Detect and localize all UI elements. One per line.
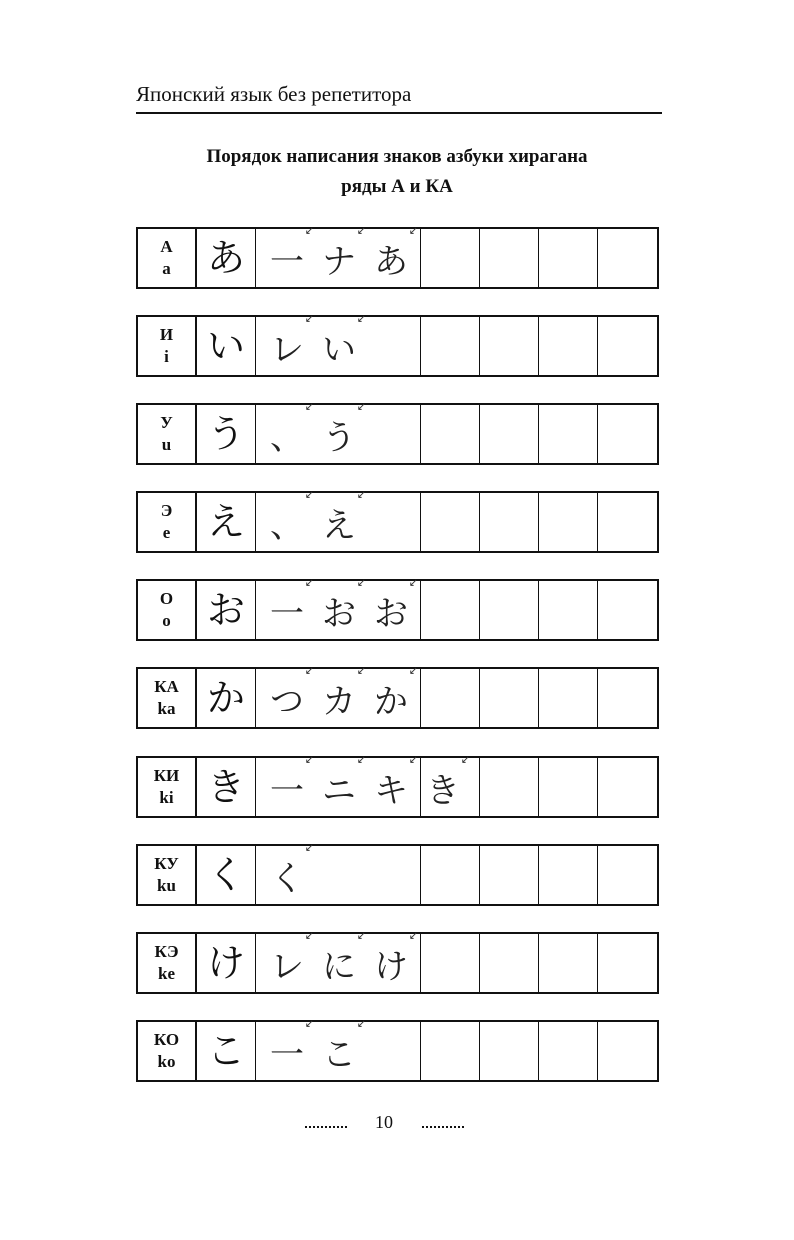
stroke-step-glyph: お [374,593,408,634]
stroke-order-cell [256,840,421,904]
stroke-step [322,1016,366,1076]
stroke-arrow-icon: ↙ [356,928,366,942]
stroke-step-glyph: 一 [270,593,304,634]
footer-dots-left [305,1120,347,1128]
stroke-step [322,487,366,547]
kana-row [136,399,659,465]
stroke-step-glyph: に [322,946,356,987]
kana-row [136,1016,659,1082]
practice-box[interactable] [421,317,480,375]
page-title: Порядок написания знаков азбуки хирагана [206,146,588,167]
stroke-step [322,399,366,459]
stroke-step-glyph: か [374,681,408,722]
latin-reading: u [161,435,172,454]
practice-box[interactable] [480,1022,539,1080]
practice-box[interactable] [598,405,657,463]
cyrillic-reading: У [160,413,173,432]
practice-box[interactable] [598,229,657,287]
cyrillic-reading: Э [160,501,173,520]
stroke-step-glyph: つ [270,681,304,722]
stroke-arrow-icon: ↙ [356,311,366,325]
stroke-step [270,487,314,547]
stroke-step-glyph: 一 [270,1034,304,1075]
stroke-order-cell [256,663,421,727]
kana-glyph: い [197,317,256,375]
practice-box[interactable] [421,846,480,904]
kana-row [136,223,659,289]
practice-box[interactable] [480,581,539,639]
footer-dots-right [422,1120,464,1128]
romanization-cell [138,846,197,904]
latin-reading: e [162,523,171,542]
practice-box[interactable] [480,405,539,463]
page-subtitle: ряды А и КА [341,176,453,197]
stroke-step [270,399,314,459]
practice-box[interactable] [421,405,480,463]
stroke-order-cell [256,311,421,375]
practice-box[interactable] [421,669,480,727]
latin-reading: i [164,347,169,366]
stroke-arrow-icon: ↙ [356,399,366,413]
page-footer [0,1112,768,1133]
romanization-cell [138,934,197,992]
stroke-step-glyph: レ [270,329,304,370]
stroke-step [322,223,366,283]
practice-box[interactable] [421,493,480,551]
kana-glyph: え [197,493,256,551]
stroke-step [322,928,366,988]
practice-box[interactable] [539,229,598,287]
practice-box[interactable] [598,758,657,816]
cyrillic-reading: О [159,589,174,608]
stroke-arrow-icon: ↙ [304,752,314,766]
kana-row [136,840,659,906]
stroke-step-glyph: お [322,593,356,634]
stroke-step [270,311,314,371]
stroke-step-glyph: ナ [322,241,356,282]
header-rule [136,112,662,114]
stroke-step-glyph: キ [374,770,408,811]
romanization-cell [138,317,197,375]
practice-box[interactable] [539,1022,598,1080]
stroke-step-glyph: 一 [270,241,304,282]
stroke-arrow-icon: ↙ [304,928,314,942]
stroke-arrow-icon: ↙ [304,840,314,854]
stroke-step-glyph: 一 [270,770,304,811]
stroke-arrow-icon: ↙ [356,575,366,589]
stroke-step-glyph: カ [322,681,356,722]
practice-box[interactable] [480,934,539,992]
stroke-step-glyph: レ [270,946,304,987]
stroke-step [270,575,314,635]
stroke-step [322,752,366,812]
practice-box[interactable] [539,669,598,727]
practice-box[interactable] [421,1022,480,1080]
running-head: Японский язык без репетитора [136,82,412,106]
kana-row [136,575,659,641]
stroke-arrow-icon: ↙ [304,487,314,501]
practice-box[interactable] [539,493,598,551]
stroke-arrow-icon: ↙ [408,928,418,942]
practice-box[interactable] [539,934,598,992]
practice-box[interactable] [598,317,657,375]
practice-box[interactable] [598,1022,657,1080]
stroke-order-cell [256,1016,421,1080]
stroke-arrow-icon: ↙ [304,399,314,413]
page-number: 10 [375,1112,393,1132]
practice-box[interactable] [539,581,598,639]
stroke-step [270,663,314,723]
cyrillic-reading: КУ [154,854,179,873]
practice-box[interactable] [539,758,598,816]
stroke-step-glyph: こ [322,1034,356,1075]
stroke-order-cell [256,928,421,992]
romanization-cell [138,405,197,463]
stroke-step [270,928,314,988]
stroke-arrow-icon: ↙ [408,752,418,766]
stroke-step [322,663,366,723]
practice-box[interactable] [598,493,657,551]
kana-row [136,752,659,818]
stroke-arrow-icon: ↙ [356,487,366,501]
practice-box[interactable] [598,846,657,904]
practice-box[interactable] [480,317,539,375]
cyrillic-reading: КИ [153,766,180,785]
cyrillic-reading: КО [153,1030,180,1049]
kana-row [136,928,659,994]
romanization-cell [138,758,197,816]
stroke-step-glyph: く [270,858,304,899]
kana-row [136,311,659,377]
cyrillic-reading: А [160,237,173,256]
kana-glyph: け [197,934,256,992]
romanization-cell [138,229,197,287]
stroke-step [426,752,470,812]
stroke-arrow-icon: ↙ [408,223,418,237]
kana-glyph: こ [197,1022,256,1080]
kana-glyph: か [197,669,256,727]
stroke-step-glyph: 、 [270,505,304,546]
latin-reading: ki [159,788,174,807]
stroke-arrow-icon: ↙ [304,575,314,589]
kana-row [136,487,659,553]
practice-box[interactable] [480,493,539,551]
stroke-step [374,223,418,283]
cyrillic-reading: И [159,325,174,344]
stroke-step-glyph: 、 [270,417,304,458]
stroke-arrow-icon: ↙ [460,752,470,766]
latin-reading: ke [158,964,175,983]
stroke-arrow-icon: ↙ [304,663,314,677]
kana-glyph: き [197,758,256,816]
stroke-step-glyph: け [374,946,408,987]
stroke-step [270,1016,314,1076]
stroke-order-cell [256,487,421,551]
stroke-step [374,928,418,988]
latin-reading: ku [157,876,176,895]
stroke-step [270,223,314,283]
stroke-arrow-icon: ↙ [304,223,314,237]
kana-glyph: お [197,581,256,639]
stroke-arrow-icon: ↙ [408,575,418,589]
romanization-cell [138,669,197,727]
cyrillic-reading: КЭ [154,942,179,961]
practice-box[interactable] [539,405,598,463]
stroke-step-glyph: あ [374,241,408,282]
stroke-arrow-icon: ↙ [304,1016,314,1030]
latin-reading: a [162,259,171,278]
practice-box[interactable] [598,669,657,727]
stroke-step [270,752,314,812]
practice-box[interactable] [480,229,539,287]
stroke-order-cell [256,752,470,816]
stroke-step-glyph: え [322,505,356,546]
stroke-arrow-icon: ↙ [408,663,418,677]
latin-reading: o [162,611,171,630]
stroke-step-glyph: い [322,329,356,370]
stroke-step-glyph: き [426,770,460,811]
practice-box[interactable] [539,846,598,904]
kana-glyph: く [197,846,256,904]
kana-glyph: う [197,405,256,463]
stroke-arrow-icon: ↙ [356,663,366,677]
stroke-order-cell [256,223,421,287]
stroke-step [374,575,418,635]
stroke-step [374,663,418,723]
stroke-arrow-icon: ↙ [356,752,366,766]
stroke-arrow-icon: ↙ [304,311,314,325]
practice-box[interactable] [480,758,539,816]
practice-box[interactable] [598,934,657,992]
stroke-step [322,311,366,371]
latin-reading: ka [157,699,176,718]
practice-box[interactable] [598,581,657,639]
stroke-order-cell [256,399,421,463]
cyrillic-reading: КА [154,677,179,696]
stroke-step [374,752,418,812]
stroke-order-cell [256,575,421,639]
kana-row [136,663,659,729]
romanization-cell [138,493,197,551]
practice-box[interactable] [421,229,480,287]
practice-box[interactable] [421,581,480,639]
romanization-cell [138,1022,197,1080]
kana-glyph: あ [197,229,256,287]
romanization-cell [138,581,197,639]
stroke-step [322,575,366,635]
stroke-arrow-icon: ↙ [356,223,366,237]
stroke-step-glyph: う [322,417,356,458]
stroke-arrow-icon: ↙ [356,1016,366,1030]
practice-box[interactable] [480,669,539,727]
practice-box[interactable] [421,934,480,992]
stroke-step-glyph: ニ [322,770,356,811]
practice-box[interactable] [539,317,598,375]
latin-reading: ko [157,1052,176,1071]
practice-box[interactable] [480,846,539,904]
stroke-step [270,840,314,900]
